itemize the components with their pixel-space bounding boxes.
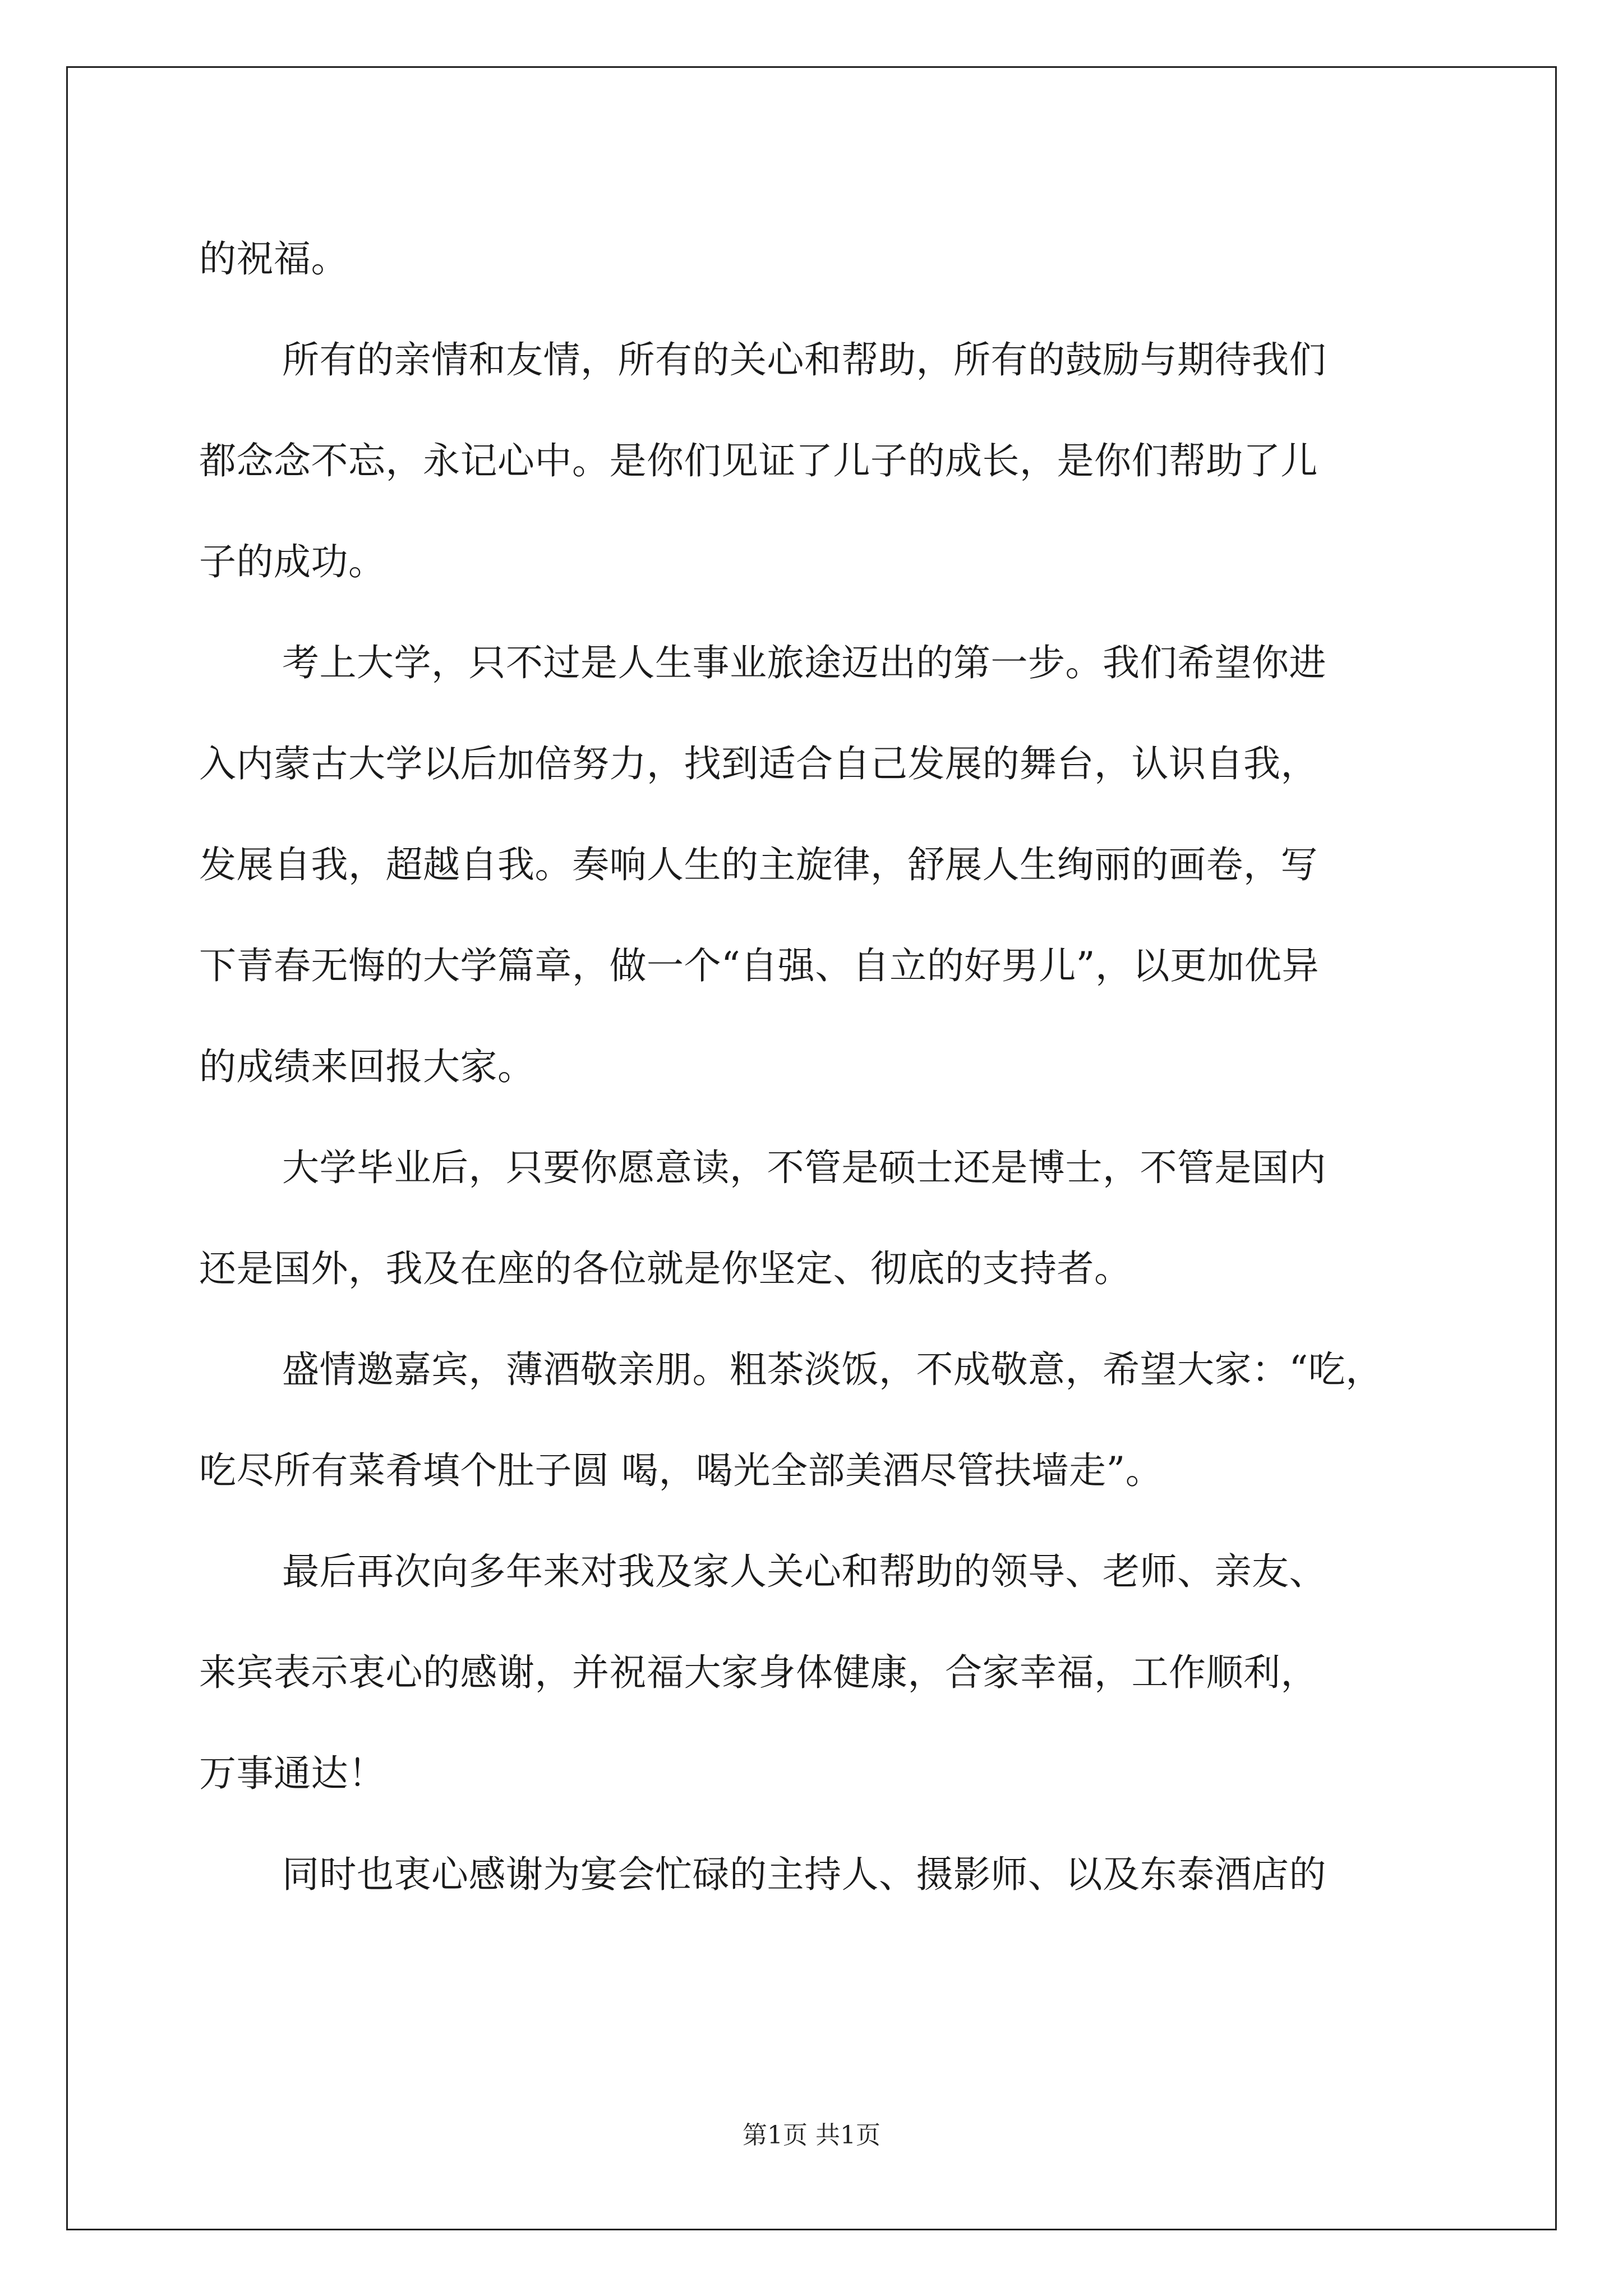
text-line: 同时也衷心感谢为宴会忙碌的主持人、摄影师、以及东泰酒店的 [282, 1853, 1326, 1896]
text-line: 还是国外，我及在座的各位就是你坚定、彻底的支持者。 [199, 1247, 1132, 1290]
page-footer: 第1页 共1页 [743, 2121, 880, 2150]
text-lines [199, 209, 1433, 1925]
text-line: 入内蒙古大学以后加倍努力，找到适合自己发展的舞台，认识自我， [199, 742, 1318, 785]
text-line: 最后再次向多年来对我及家人关心和帮助的领导、老师、亲友、 [282, 1550, 1326, 1593]
text-line: 的成绩来回报大家。 [199, 1045, 535, 1088]
text-line: 下青春无悔的大学篇章，做一个“自强、自立的好男儿”，以更加优异 [199, 944, 1319, 987]
text-line: 考上大学，只不过是人生事业旅途迈出的第一步。我们希望你进 [282, 641, 1326, 684]
text-line: 子的成功。 [199, 540, 386, 583]
text-line: 盛情邀嘉宾，薄酒敬亲朋。粗茶淡饭，不成敬意，希望大家：“吃， [282, 1348, 1383, 1391]
text-line: 所有的亲情和友情，所有的关心和帮助，所有的鼓励与期待我们 [282, 338, 1326, 381]
text-line: 都念念不忘，永记心中。是你们见证了儿子的成长，是你们帮助了儿 [199, 439, 1318, 482]
text-line: 的祝福。 [199, 237, 348, 280]
text-line: 发展自我，超越自我。奏响人生的主旋律，舒展人生绚丽的画卷，写 [199, 843, 1318, 886]
text-line: 大学毕业后，只要你愿意读，不管是硕士还是博士，不管是国内 [282, 1146, 1326, 1189]
text-line: 吃尽所有菜肴填个肚子圆 喝，喝光全部美酒尽管扶墙走”。 [199, 1449, 1163, 1492]
document-body [199, 209, 1433, 1925]
text-line: 万事通达！ [199, 1752, 386, 1795]
text-line: 来宾表示衷心的感谢，并祝福大家身体健康，合家幸福，工作顺利， [199, 1651, 1318, 1694]
